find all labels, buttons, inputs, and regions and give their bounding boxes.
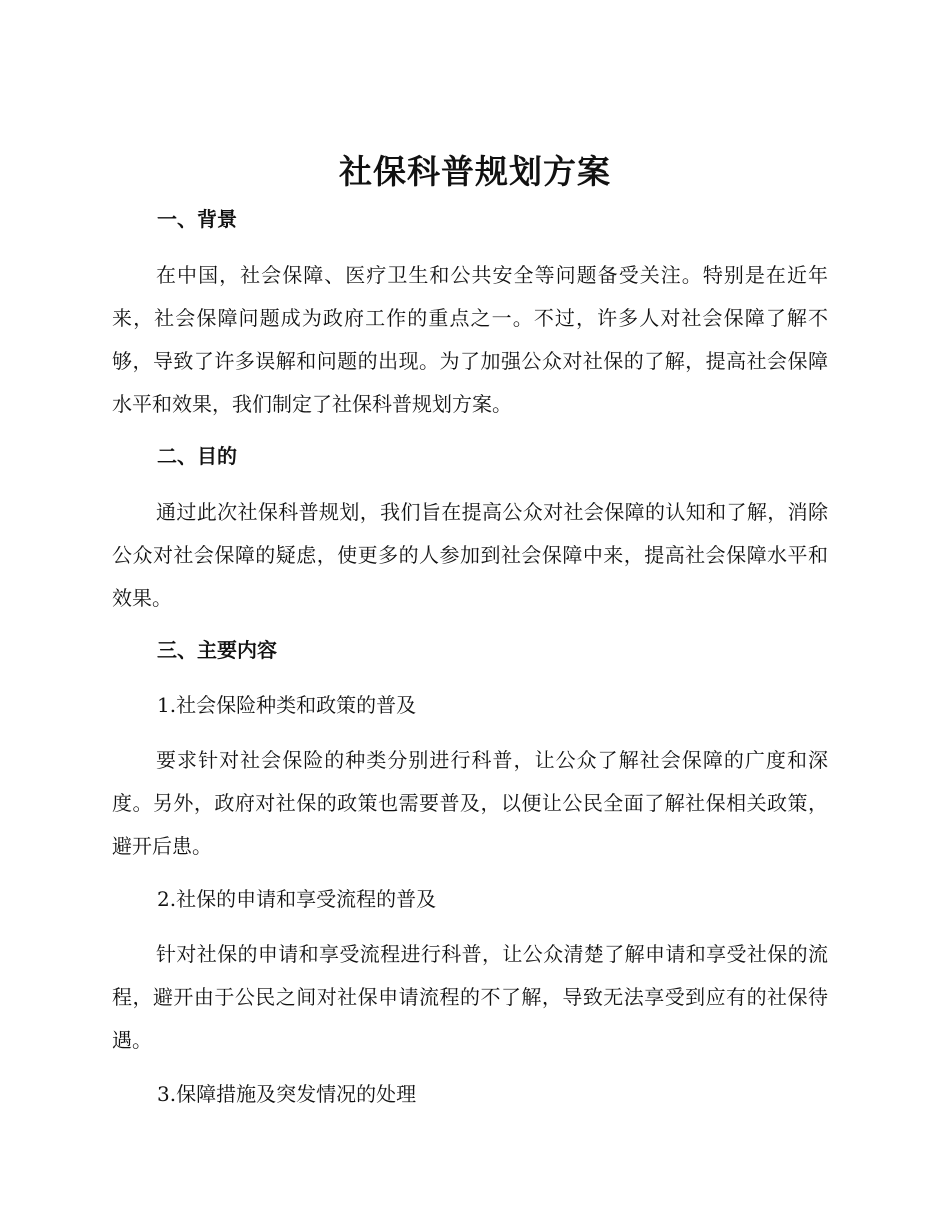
subheading-insurance-types: 1.社会保险种类和政策的普及 [157,693,417,717]
paragraph-insurance-types: 要求针对社会保险的种类分别进行科普，让公众了解社会保障的广度和深度。另外，政府对社保的政策也需要普及，以便让公民全面了解社保相关政策，避开后患。 [112,748,828,858]
section-heading-main-content: 三、主要内容 [157,638,277,662]
subheading-application-process: 2.社保的申请和享受流程的普及 [157,887,437,911]
paragraph-application-process: 针对社保的申请和享受流程进行科普，让公众清楚了解申请和享受社保的流程，避开由于公民之间对社保申请流程的不了解，导致无法享受到应有的社保待遇。 [112,942,828,1052]
paragraph-purpose: 通过此次社保科普规划，我们旨在提高公众对社会保障的认知和了解，消除公众对社会保障的疑虑，使更多的人参加到社会保障中来，提高社会保障水平和效果。 [112,500,828,610]
section-heading-background: 一、背景 [157,207,237,231]
subheading-emergency-handling: 3.保障措施及突发情况的处理 [157,1082,417,1106]
paragraph-background: 在中国，社会保障、医疗卫生和公共安全等问题备受关注。特别是在近年来，社会保障问题成为政府工作的重点之一。不过，许多人对社会保障了解不够，导致了许多误解和问题的出现。为了加强公众对社保的了解，提高社会保障水平和效果，我们制定了社保科普规划方案。 [112,263,828,416]
document-title: 社保科普规划方案 [339,152,611,191]
section-heading-purpose: 二、目的 [157,444,237,468]
